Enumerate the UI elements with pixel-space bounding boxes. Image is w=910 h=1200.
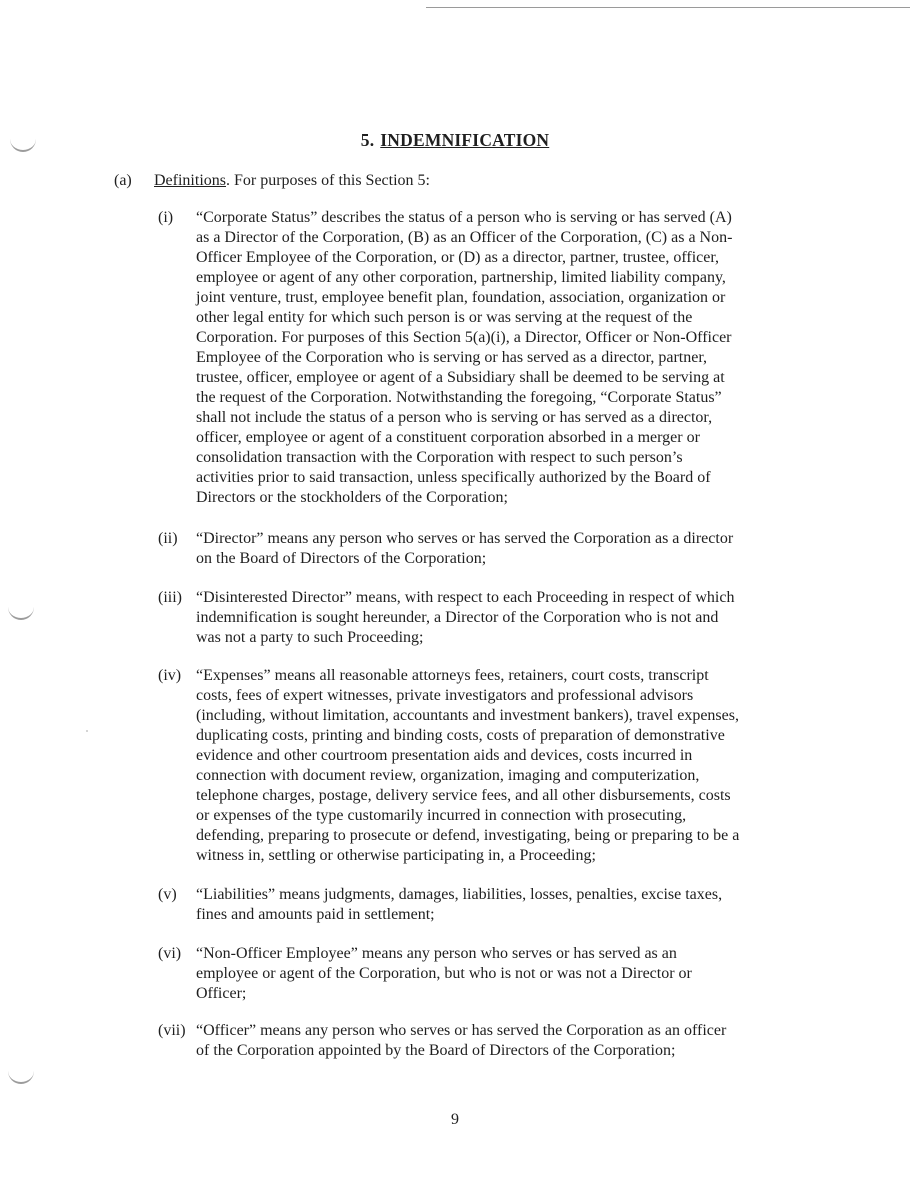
- text-line: on the Board of Directors of the Corporation;: [196, 550, 487, 567]
- item-label: (iii): [158, 589, 182, 606]
- item-label: (iv): [158, 667, 182, 684]
- text-line: was not a party to such Proceeding;: [196, 629, 424, 646]
- text-line: costs, fees of expert witnesses, private investigators and professional advisors: [196, 687, 694, 704]
- text-line: the request of the Corporation. Notwithstanding the foregoing, “Corporate Status”: [196, 389, 722, 406]
- item-text: [196, 208, 796, 508]
- subsection-a-label: (a): [114, 172, 132, 189]
- text-line: defending, preparing to prosecute or defend, investigating, being or preparing to be a: [196, 827, 740, 844]
- text-line: fines and amounts paid in settlement;: [196, 906, 435, 923]
- text-line: as a Director of the Corporation, (B) as an Officer of the Corporation, (C) as a Non-: [196, 229, 733, 246]
- text-line: Directors or the stockholders of the Corporation;: [196, 489, 508, 506]
- text-line: trustee, officer, employee or agent of a Subsidiary shall be deemed to be serving at: [196, 369, 725, 386]
- text-line: (including, without limitation, accountants and investment bankers), travel expenses,: [196, 707, 739, 724]
- item-label: (vii): [158, 1022, 186, 1039]
- item-text: [196, 529, 796, 569]
- item-text: [196, 588, 796, 648]
- section-title: [0, 130, 910, 151]
- section-heading: INDEMNIFICATION: [380, 130, 550, 150]
- text-line: employee or agent of any other corporation, partnership, limited liability company,: [196, 269, 726, 286]
- text-line: “Corporate Status” describes the status of a person who is serving or has served (A): [196, 209, 732, 226]
- item-label: (ii): [158, 530, 178, 547]
- text-line: Corporation. For purposes of this Section 5(a)(i), a Director, Officer or Non-Officer: [196, 329, 732, 346]
- item-text: [196, 885, 796, 925]
- text-line: Officer;: [196, 985, 247, 1002]
- text-line: employee or agent of the Corporation, but who is not or was not a Director or: [196, 965, 692, 982]
- item-label: (vi): [158, 945, 182, 962]
- scan-speck: [86, 730, 88, 732]
- text-line: “Officer” means any person who serves or has served the Corporation as an officer: [196, 1022, 727, 1039]
- text-line: officer, employee or agent of a constituent corporation absorbed in a merger or: [196, 429, 700, 446]
- item-text: [196, 666, 796, 866]
- text-line: connection with document review, organization, imaging and computerization,: [196, 767, 700, 784]
- section-number: 5.: [360, 130, 375, 150]
- text-line: “Non-Officer Employee” means any person who serves or has served as an: [196, 945, 677, 962]
- text-line: consolidation transaction with the Corporation with respect to such person’s: [196, 449, 683, 466]
- text-line: “Disinterested Director” means, with respect to each Proceeding in respect of which: [196, 589, 735, 606]
- text-line: activities prior to said transaction, unless specifically authorized by the Board of: [196, 469, 711, 486]
- subsection-a-intro: . For purposes of this Section 5:: [226, 172, 430, 189]
- subsection-a-heading: Definitions: [154, 172, 226, 189]
- item-label: (i): [158, 209, 174, 226]
- punch-hole-mark-middle: [8, 602, 34, 620]
- text-line: “Expenses” means all reasonable attorneys fees, retainers, court costs, transcript: [196, 667, 709, 684]
- text-line: Officer Employee of the Corporation, or (D) as a director, partner, trustee, officer,: [196, 249, 720, 266]
- item-text: [196, 1021, 796, 1061]
- text-line: of the Corporation appointed by the Board of Directors of the Corporation;: [196, 1042, 676, 1059]
- item-text: [196, 944, 796, 1004]
- text-line: evidence and other courtroom presentation aids and devices, costs incurred in: [196, 747, 693, 764]
- text-line: duplicating costs, printing and binding costs, costs of preparation of demonstrative: [196, 727, 725, 744]
- subsection-a: [114, 171, 430, 191]
- text-line: telephone charges, postage, delivery service fees, and all other disbursements, costs: [196, 787, 731, 804]
- text-line: “Director” means any person who serves or has served the Corporation as a director: [196, 530, 734, 547]
- text-line: or expenses of the type customarily incurred in connection with prosecuting,: [196, 807, 687, 824]
- page-number: 9: [451, 1111, 459, 1128]
- text-line: joint venture, trust, employee benefit plan, foundation, association, organization or: [196, 289, 726, 306]
- text-line: other legal entity for which such person is or was serving at the request of the: [196, 309, 693, 326]
- item-label: (v): [158, 886, 177, 903]
- top-edge-rule: [426, 7, 910, 8]
- text-line: indemnification is sought hereunder, a Director of the Corporation who is not and: [196, 609, 719, 626]
- punch-hole-mark-bottom: [8, 1066, 34, 1084]
- text-line: Employee of the Corporation who is serving or has served as a director, partner,: [196, 349, 708, 366]
- text-line: shall not include the status of a person who is serving or has served as a director,: [196, 409, 713, 426]
- text-line: witness in, settling or otherwise participating in, a Proceeding;: [196, 847, 596, 864]
- text-line: “Liabilities” means judgments, damages, liabilities, losses, penalties, excise taxes,: [196, 886, 723, 903]
